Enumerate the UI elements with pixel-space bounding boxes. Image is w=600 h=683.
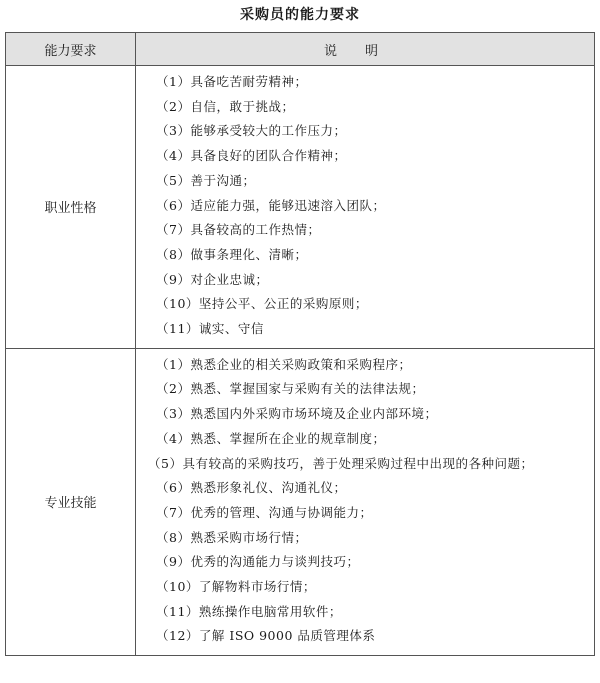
list-item: （7）优秀的管理、沟通与协调能力； — [156, 504, 373, 520]
list-item: （5）善于沟通； — [156, 172, 256, 188]
list-item: （1）具备吃苦耐劳精神； — [156, 74, 308, 89]
header-description-text: 说明 — [323, 43, 406, 59]
list-item: （4）熟悉、掌握所在企业的规章制度； — [156, 430, 386, 446]
description-personality — [136, 66, 595, 349]
category-skills: 专业技能 — [6, 348, 136, 655]
list-item: （6）适应能力强，能够迅速溶入团队； — [156, 197, 386, 213]
item-list — [136, 349, 594, 655]
list-item: （8）熟悉采购市场行情； — [156, 529, 308, 545]
list-item: （10）坚持公平、公正的采购原则； — [156, 296, 368, 312]
item-list — [136, 66, 594, 348]
header-description — [136, 33, 595, 66]
list-item: （9）优秀的沟通能力与谈判技巧； — [156, 554, 360, 570]
list-item: （11）熟练操作电脑常用软件； — [156, 603, 342, 619]
page-title: 采购员的能力要求 — [240, 7, 360, 23]
header-ability: 能力要求 — [6, 33, 136, 66]
list-item: （3）能够承受较大的工作压力； — [156, 123, 347, 139]
description-skills — [136, 348, 595, 655]
table-row — [6, 66, 595, 349]
list-item: （10）了解物料市场行情； — [156, 579, 316, 595]
list-item: （6）熟悉形象礼仪、沟通礼仪； — [156, 480, 347, 496]
table-row — [6, 348, 595, 655]
list-item: （11）诚实、守信 — [156, 321, 264, 337]
list-item: （2）熟悉、掌握国家与采购有关的法律法规； — [156, 381, 425, 397]
requirements-table — [5, 32, 595, 656]
category-personality: 职业性格 — [6, 66, 136, 349]
list-item: （9）对企业忠诚； — [156, 271, 269, 287]
list-item: （4）具备良好的团队合作精神； — [156, 148, 347, 164]
list-item: （1）熟悉企业的相关采购政策和采购程序； — [156, 356, 412, 372]
list-item: （5）具有较高的采购技巧，善于处理采购过程中出现的各种问题； — [148, 455, 534, 471]
list-item: （12）了解 ISO 9000 品质管理体系 — [156, 628, 376, 644]
list-item: （3）熟悉国内外采购市场环境及企业内部环境； — [156, 406, 438, 422]
list-item: （7）具备较高的工作热情； — [156, 222, 321, 238]
list-item: （2）自信，敢于挑战； — [156, 98, 295, 114]
list-item: （8）做事条理化、清晰； — [156, 246, 308, 262]
table-header-row — [6, 33, 595, 66]
